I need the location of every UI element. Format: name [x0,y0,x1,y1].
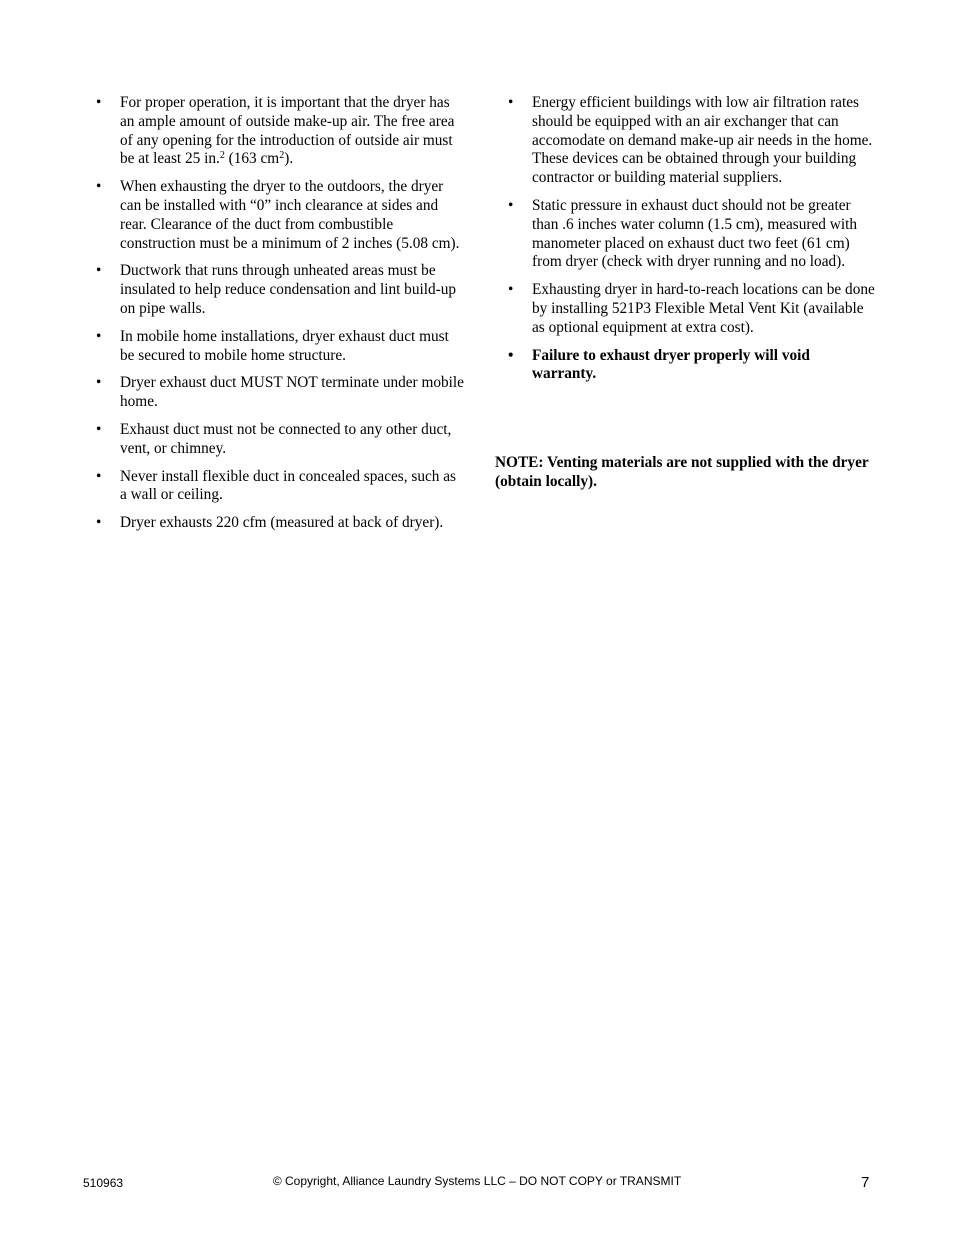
bullet-icon: • [508,346,514,364]
left-bullet-list [96,94,464,533]
item-text-end: ). [284,150,294,168]
item-text: Dryer exhausts 220 cfm (measured at back of dryer). [120,514,444,532]
item-text: Failure to exhaust dryer properly will void warranty. [532,346,810,383]
item-text: Dryer exhaust duct MUST NOT terminate under mobile home. [120,374,464,411]
left-column [96,94,464,542]
list-item [96,374,464,412]
bullet-icon: • [96,262,102,280]
bullet-icon: • [508,94,514,111]
bullet-icon: • [96,178,102,196]
warranty-warning-item [508,347,876,385]
bullet-icon: • [96,514,102,532]
page-number: 7 [861,1174,870,1191]
item-text: Exhaust duct must not be connected to any other duct, vent, or chimney. [120,420,452,457]
right-column [508,94,876,393]
copyright-notice: © Copyright, Alliance Laundry Systems LLC – DO NOT COPY or TRANSMIT [272,1174,682,1188]
bullet-icon: • [508,196,514,214]
item-text: In mobile home installations, dryer exhaust duct must be secured to mobile home structure. [120,327,449,364]
right-bullet-list [508,94,876,384]
item-text: Energy efficient buildings with low air filtration rates should be equipped with an air exchanger that can accomodate on demand make-up air needs in the home. These devices can be obtained through your building contractor or building material suppliers. [532,94,873,187]
list-item [96,178,464,253]
bullet-icon: • [96,327,102,345]
venting-note: NOTE: Venting materials are not supplied with the dryer (obtain locally). [495,454,869,490]
item-text: When exhausting the dryer to the outdoors, the dryer can be installed with “0” inch clearance at sides and rear. Clearance of the duct from combustible construction must be a minimum of 2 inches (5.08 cm). [120,178,460,252]
list-item [508,94,876,188]
bullet-icon: • [96,467,102,485]
list-item [96,328,464,366]
item-text-mid: (163 cm [224,150,280,168]
bullet-icon: • [96,420,102,438]
list-item [96,94,464,169]
superscript: 2 [219,150,225,162]
item-text: For proper operation, it is important that the dryer has an ample amount of outside make-up air. The free area of any opening for the introduction of outside air must be at least 25 in. [120,94,455,168]
bullet-icon: • [508,281,514,299]
bullet-icon: • [96,94,102,111]
list-item [96,421,464,459]
bullet-icon: • [96,374,102,392]
item-text: Never install flexible duct in concealed spaces, such as a wall or ceiling. [120,467,456,504]
list-item [96,468,464,506]
superscript: 2 [279,150,285,162]
document-number: 510963 [83,1176,124,1190]
list-item [508,197,876,272]
list-item [508,281,876,337]
item-text: Exhausting dryer in hard-to-reach locations can be done by installing 521P3 Flexible Metal Vent Kit (available as optional equipment at extra cost). [532,281,875,336]
list-item [96,514,464,533]
item-text: Static pressure in exhaust duct should not be greater than .6 inches water column (1.5 cm), measured with manometer placed on exhaust duct two feet (61 cm) from dryer (check with dryer running and no load). [532,196,857,271]
item-text: Ductwork that runs through unheated areas must be insulated to help reduce condensation and lint build-up on pipe walls. [120,262,457,317]
list-item [96,262,464,318]
